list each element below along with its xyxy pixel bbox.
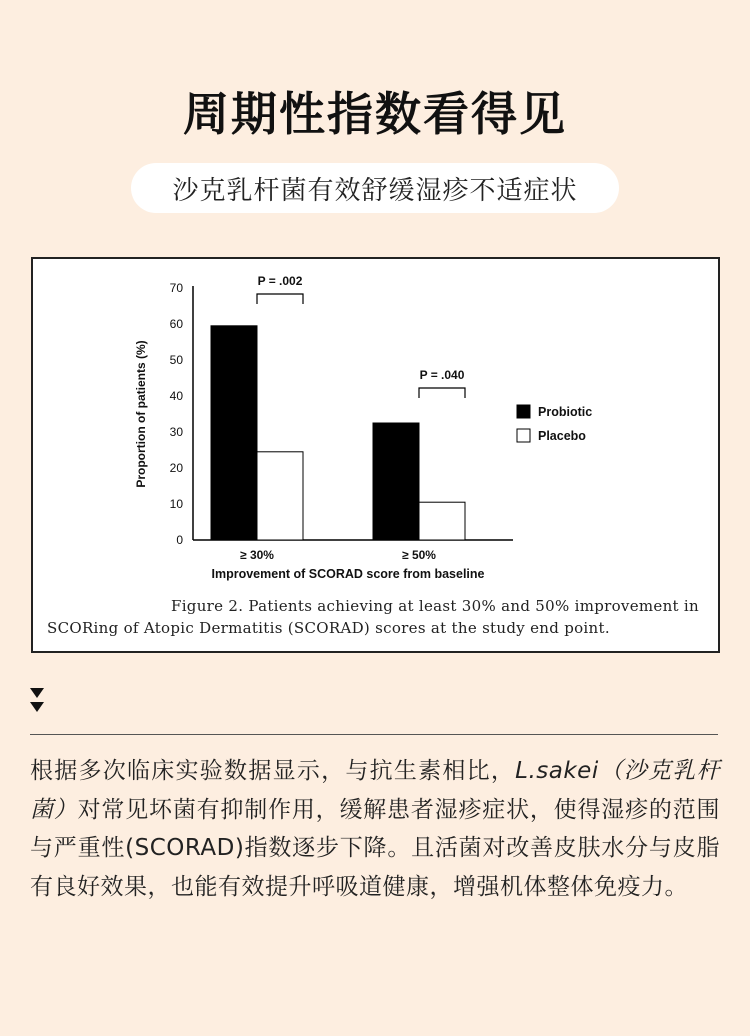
page-title: 周期性指数看得见 [183, 87, 567, 141]
bar-probiotic-2 [373, 423, 419, 540]
bar-placebo-2 [419, 502, 465, 540]
body-species: L.sakei（沙克乳杆菌） [30, 758, 721, 823]
figure-box [31, 257, 720, 653]
body-part-1: 根据多次临床实验数据显示，与抗生素相比， [30, 758, 516, 784]
subtitle-text: 沙克乳杆菌有效舒缓湿疹不适症状 [172, 175, 578, 206]
legend-swatch-placebo [517, 429, 530, 442]
y-tick-label-30: 30 [169, 425, 183, 439]
y-axis-label: Proportion of patients (%) [134, 340, 148, 488]
caption-line-1: Figure 2. Patients achieving at least 30% and 50% improvement in [171, 597, 699, 615]
y-tick-label-10: 10 [169, 497, 183, 511]
subtitle-pill [131, 163, 619, 213]
figure-caption [47, 595, 707, 639]
p-value-label-1: P = .002 [257, 274, 303, 288]
legend-swatch-probiotic [517, 405, 530, 418]
significance-bracket-1 [257, 294, 303, 304]
y-tick-label-40: 40 [169, 389, 183, 403]
y-tick-label-20: 20 [169, 461, 183, 475]
legend-label-probiotic: Probiotic [538, 405, 593, 419]
p-value-label-2: P = .040 [419, 368, 465, 382]
bar-placebo-1 [257, 452, 303, 540]
down-arrow-icon [30, 688, 44, 698]
section-divider [30, 734, 718, 735]
significance-bracket-2 [419, 388, 465, 398]
bar-chart [33, 259, 718, 651]
legend-label-placebo: Placebo [538, 429, 586, 443]
caption-line-2: SCORing of Atopic Dermatitis (SCORAD) scores at the study end point. [47, 619, 610, 637]
x-tick-label-1: ≥ 30% [240, 548, 274, 562]
body-part-2: 对常见坏菌有抑制作用，缓解患者湿疹症状，使得湿疹的范围与严重性(SCORAD)指数逐步下降。且活菌对改善皮肤水分与皮脂有良好效果，也能有效提升呼吸道健康，增强机体整体免疫力。 [30, 796, 721, 900]
y-tick-label-0: 0 [176, 533, 183, 547]
y-tick-label-50: 50 [169, 353, 183, 367]
x-tick-label-2: ≥ 50% [402, 548, 436, 562]
down-arrow-icon-2 [30, 702, 44, 712]
body-paragraph [30, 752, 720, 906]
bar-probiotic-1 [211, 326, 257, 540]
x-axis-label: Improvement of SCORAD score from baseline [211, 567, 485, 581]
y-tick-label-60: 60 [169, 317, 183, 331]
y-tick-label-70: 70 [169, 281, 183, 295]
